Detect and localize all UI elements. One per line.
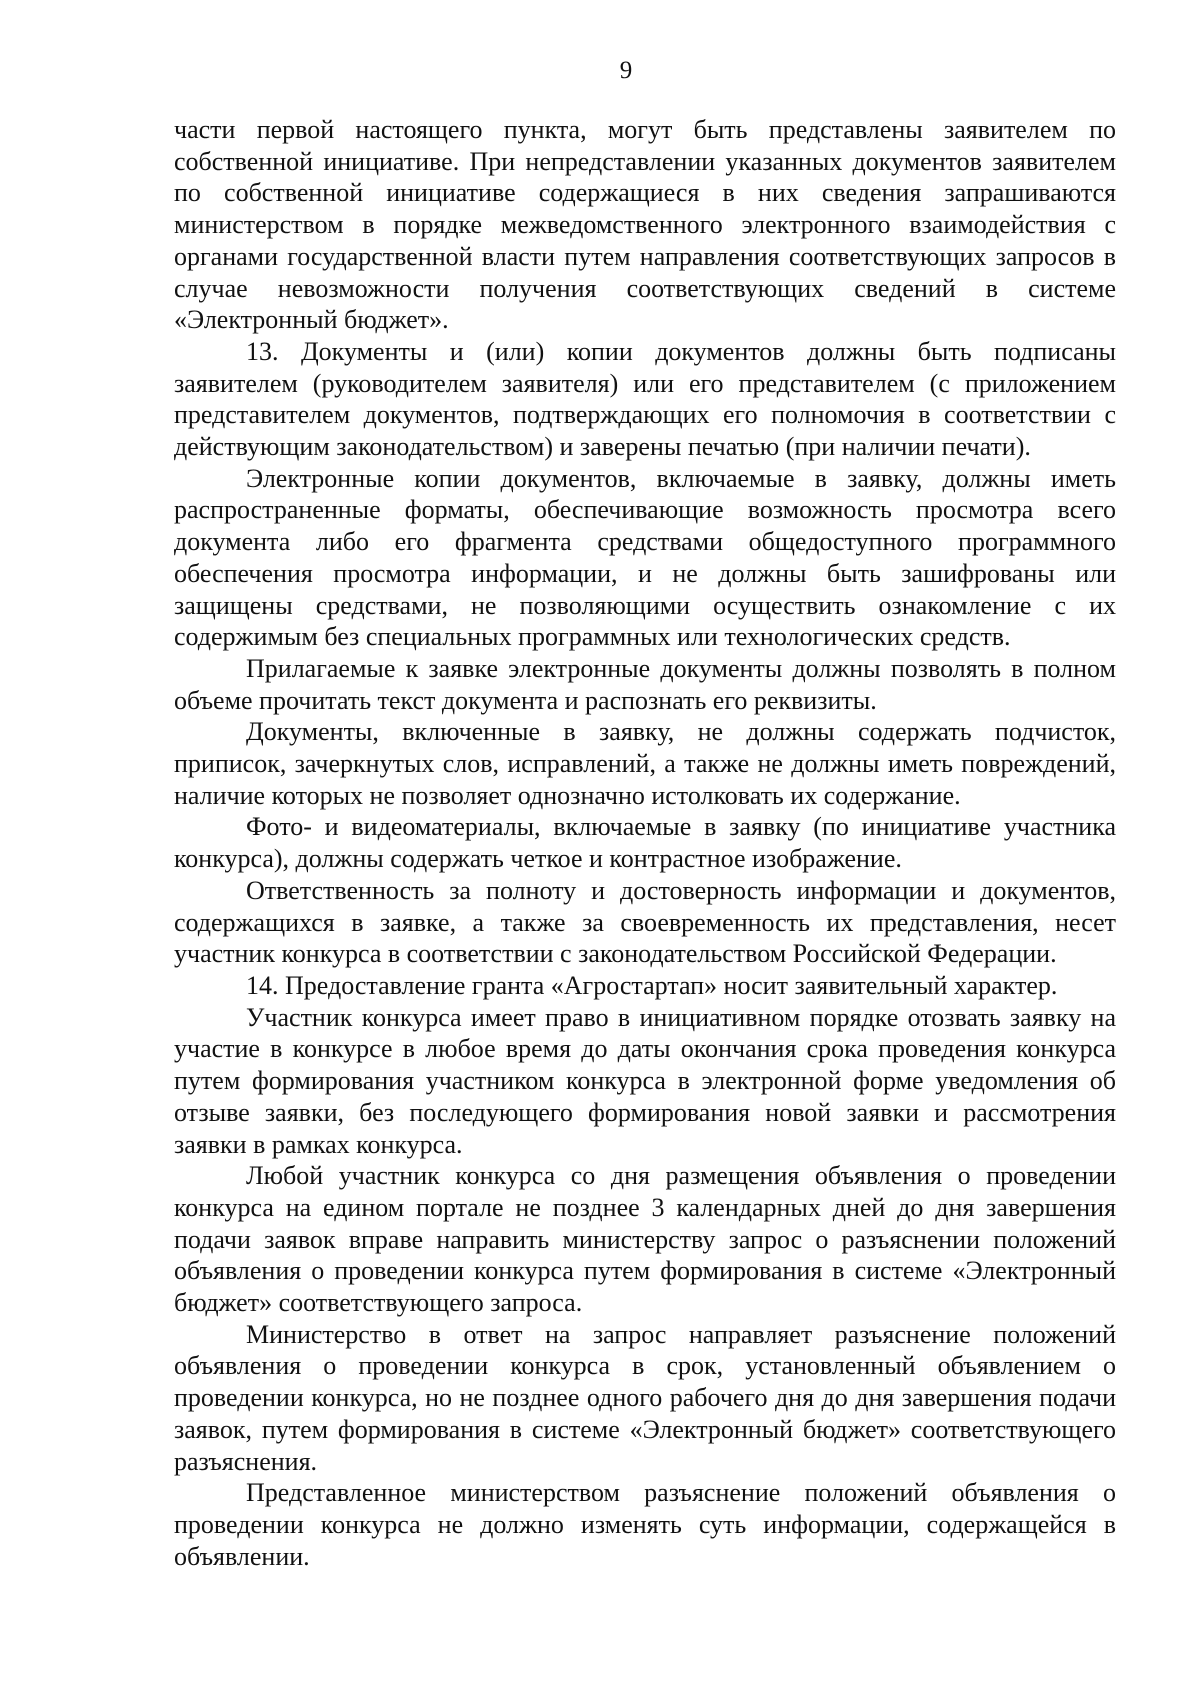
paragraph-clarification-request: Любой участник конкурса со дня размещения объявления о проведении конкурса на едином портале не позднее 3 календарных дней до дня завершения подачи заявок вправе направить министерству запрос о разъяснении положений объявления о проведении конкурса путем формирования в системе «Электронный бюджет» соответствующего запроса. bbox=[174, 1161, 1116, 1318]
paragraph-responsibility: Ответственность за полноту и достоверность информации и документов, содержащихся в заявке, а также за своевременность их представления, несет участник конкурса в соответствии с законодательством Российской Федерации. bbox=[174, 875, 1116, 969]
paragraph-ministry-response: Министерство в ответ на запрос направляет разъяснение положений объявления о проведении конкурса в срок, установленный объявлением о проведении конкурса, но не позднее одного рабочего дня до дня завершения подачи заявок, путем формирования в системе «Электронный бюджет» соответствующего разъяснения. bbox=[174, 1319, 1116, 1476]
paragraph-electronic-copies: Электронные копии документов, включаемые в заявку, должны иметь распространенные форматы, обеспечивающие возможность просмотра всего документа либо его фрагмента средствами общедоступного программного обеспечения просмотра информации, и не должны быть зашифрованы или защищены средствами, не позволяющими осуществить ознакомление с их содержимым без специальных программных или технологических средств. bbox=[174, 463, 1116, 652]
paragraph-item-13: 13. Документы и (или) копии документов должны быть подписаны заявителем (руководителем заявителя) или его представителем (с приложением представителем документов, подтверждающих его полномочия в соответствии с действующим законодательством) и заверены печатью (при наличии печати). bbox=[174, 336, 1116, 462]
paragraph-no-corrections: Документы, включенные в заявку, не должны содержать подчисток, приписок, зачеркнутых слов, исправлений, а также не должны иметь повреждений, наличие которых не позволяет однозначно истолковать их содержание. bbox=[174, 717, 1116, 810]
paragraph-continuation: части первой настоящего пункта, могут быть представлены заявителем по собственной инициативе. При непредставлении указанных документов заявителем по собственной инициативе содержащиеся в них сведения запрашиваются министерством в порядке межведомственного электронного взаимодействия с органами государственной власти путем направления соответствующих запросов в случае невозможности получения соответствующих сведений в системе «Электронный бюджет». bbox=[174, 115, 1116, 335]
paragraph-clarification-scope: Представленное министерством разъяснение положений объявления о проведении конкурса не должно изменять суть информации, содержащейся в объявлении. bbox=[174, 1478, 1116, 1571]
paragraph-photo-video: Фото- и видеоматериалы, включаемые в заявку (по инициативе участника конкурса), должны содержать четкое и контрастное изображение. bbox=[174, 812, 1116, 874]
paragraph-item-14: 14. Предоставление гранта «Агростартап» носит заявительный характер. bbox=[246, 970, 1058, 1000]
paragraph-withdrawal: Участник конкурса имеет право в инициативном порядке отозвать заявку на участие в конкурсе в любое время до даты окончания срока проведения конкурса путем формирования участником конкурса в электронной форме уведомления об отзыве заявки, без последующего формирования новой заявки и рассмотрения заявки в рамках конкурса. bbox=[174, 1002, 1116, 1159]
document-body bbox=[174, 114, 1116, 1572]
paragraph-attached-documents: Прилагаемые к заявке электронные документы должны позволять в полном объеме прочитать текст документа и распознать его реквизиты. bbox=[174, 653, 1116, 715]
page-number: 9 bbox=[619, 57, 633, 84]
